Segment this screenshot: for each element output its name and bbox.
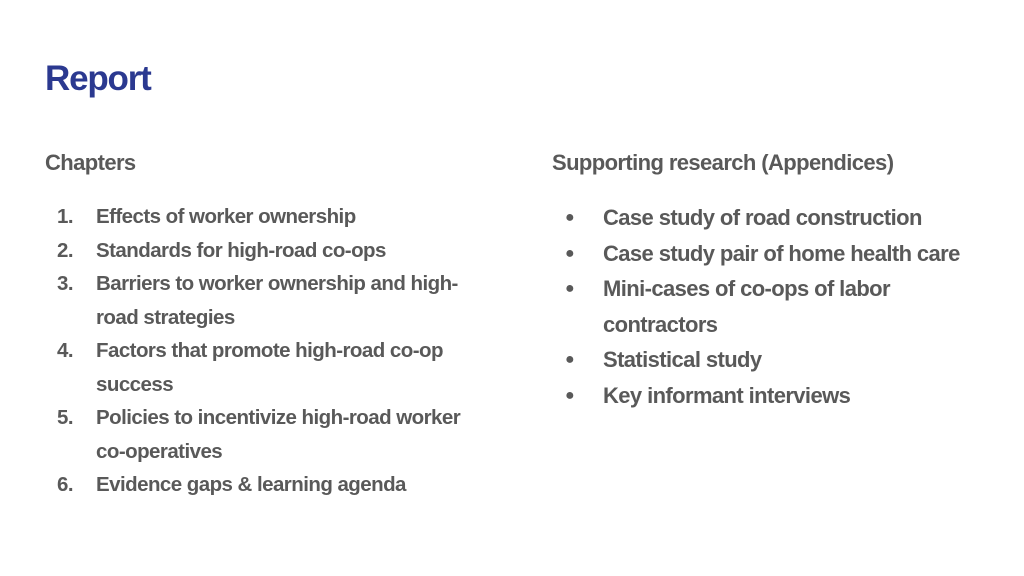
appendix-text: Statistical study [603, 347, 762, 372]
chapter-number: 1. [57, 205, 73, 228]
appendices-list [552, 200, 982, 413]
bullet-icon: ● [565, 244, 575, 262]
appendix-item [552, 200, 982, 236]
chapters-list [45, 200, 485, 502]
slide-title: Report [45, 59, 151, 98]
bullet-icon: ● [565, 209, 575, 226]
chapter-item [45, 234, 485, 268]
chapter-item [45, 200, 485, 234]
chapter-number: 3. [57, 272, 73, 295]
chapter-number: 4. [57, 339, 73, 362]
chapter-text: Standards for high-road co-ops [96, 238, 386, 262]
appendix-text: Case study pair of home health care [603, 240, 960, 266]
chapter-text: Effects of worker ownership [96, 205, 356, 228]
chapter-item [45, 267, 485, 334]
bullet-icon: ● [565, 386, 575, 404]
chapter-item [45, 401, 485, 468]
chapter-text: Evidence gaps & learning agenda [96, 473, 406, 496]
appendix-item [552, 342, 982, 378]
appendix-item [552, 236, 982, 272]
chapter-item [45, 468, 485, 502]
bullet-icon: ● [565, 280, 575, 297]
chapter-item [45, 334, 485, 401]
chapters-heading: Chapters [45, 150, 136, 175]
bullet-icon: ● [565, 351, 575, 368]
appendix-text: Key informant interviews [603, 382, 851, 408]
chapter-number: 2. [57, 238, 73, 262]
appendices-heading: Supporting research (Appendices) [552, 150, 894, 175]
appendix-text: Case study of road construction [603, 205, 922, 230]
chapter-text: Barriers to worker ownership and high-road strategies [96, 272, 458, 329]
chapter-number: 6. [57, 473, 73, 496]
chapter-text: Factors that promote high-road co-op success [96, 339, 443, 396]
chapter-number: 5. [57, 406, 73, 429]
appendix-text: Mini-cases of co-ops of labor contractors [603, 276, 890, 337]
appendix-item [552, 271, 982, 342]
chapter-text: Policies to incentivize high-road worker co-operatives [96, 406, 461, 463]
appendix-item [552, 378, 982, 414]
